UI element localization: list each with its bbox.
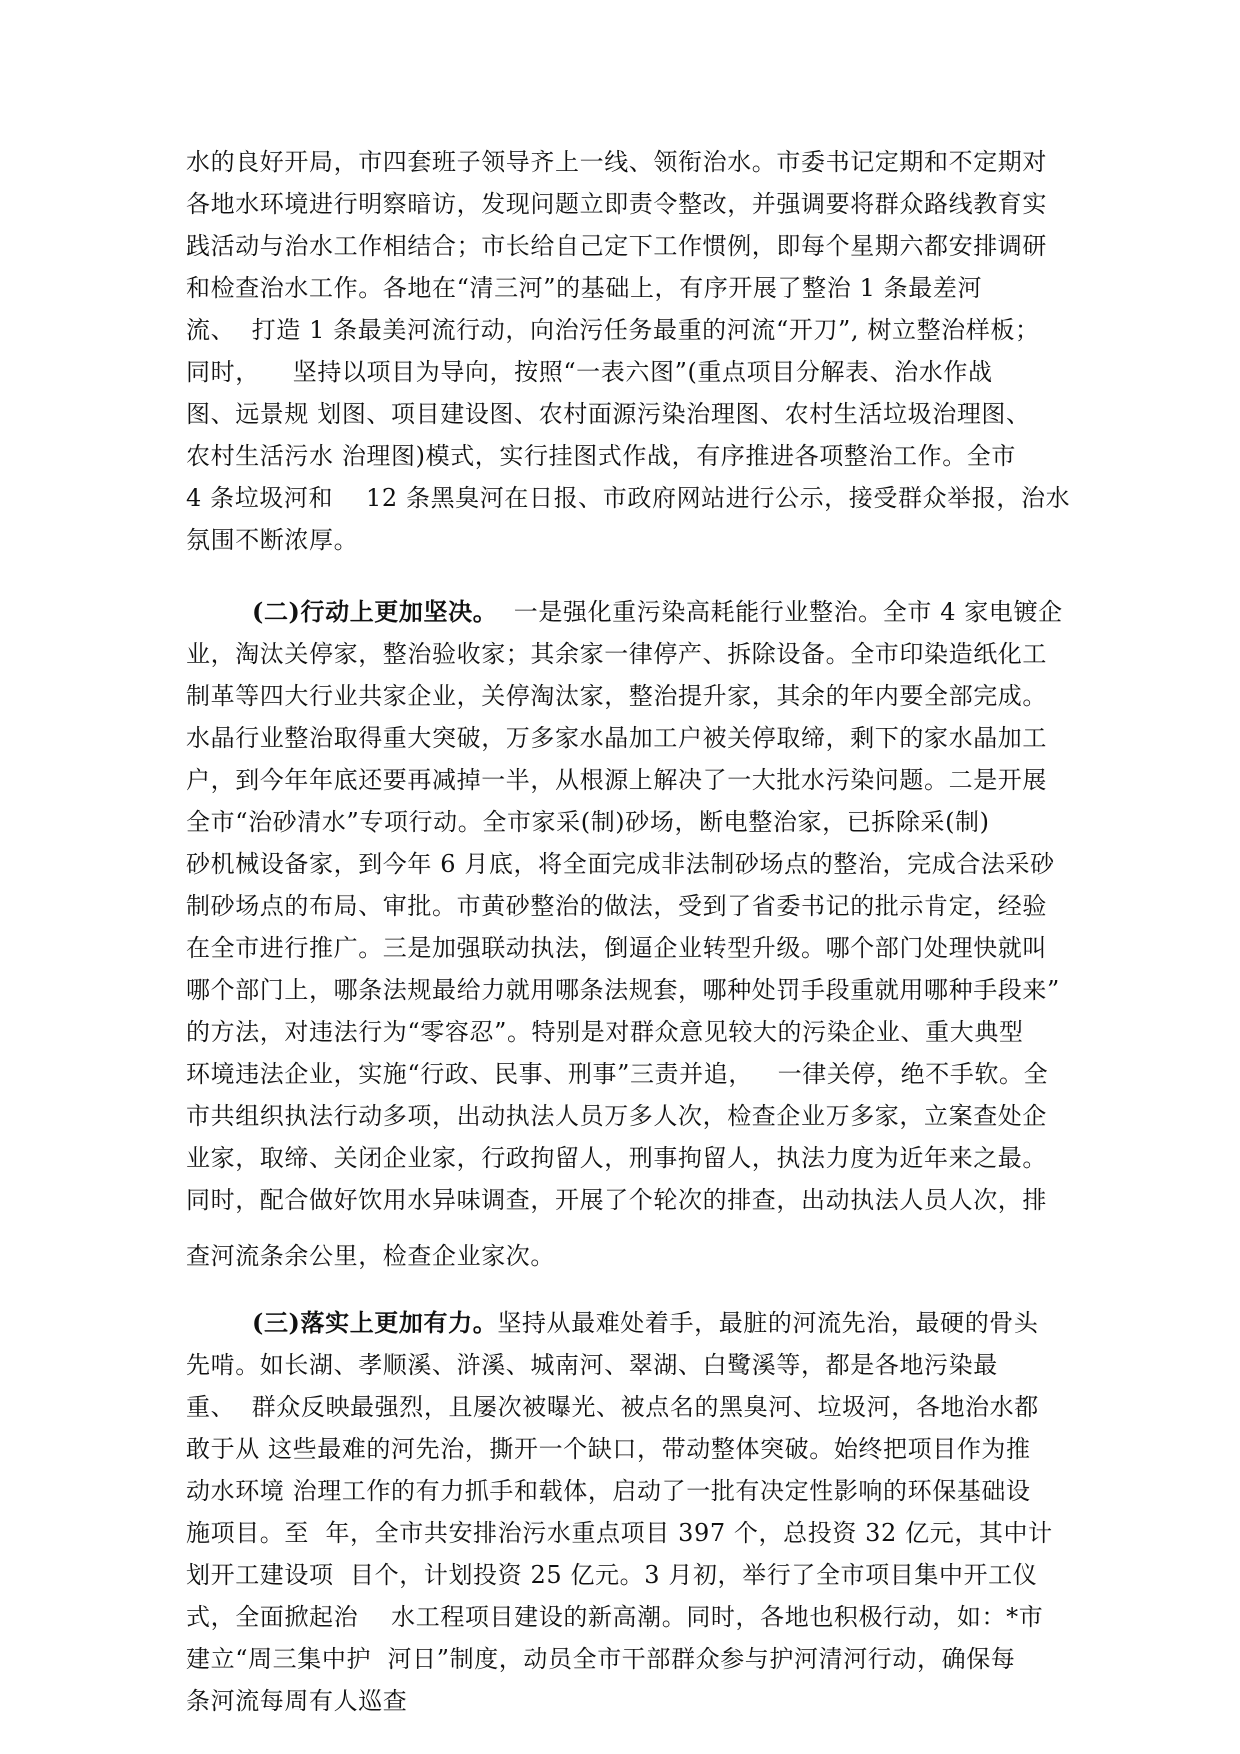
- paragraph-2-line-14: 业家，取缔、关闭企业家，行政拘留人，刑事拘留人，执法力度为近年来之最。: [186, 1144, 1047, 1172]
- paragraph-2-line-9: 在全市进行推广。三是加强联动执法，倒逼企业转型升级。哪个部门处理快就叫: [186, 934, 1047, 962]
- paragraph-2-line-13: 市共组织执法行动多项，出动执法人员万多人次，检查企业万多家，立案查处企: [186, 1102, 1047, 1130]
- paragraph-1-line-4: 和检查治水工作。各地在“清三河”的基础上，有序开展了整治 1 条最差河: [186, 274, 983, 302]
- paragraph-3-line-2: 先啃。如长湖、孝顺溪、浒溪、城南河、翠湖、白鹭溪等，都是各地污染最: [186, 1351, 998, 1379]
- paragraph-2-line-8: 制砂场点的布局、审批。市黄砂整治的做法，受到了省委书记的批示肯定，经验: [186, 892, 1047, 920]
- paragraph-2-line-7: 砂机械设备家，到今年 6 月底，将全面完成非法制砂场点的整治，完成合法采砂: [186, 850, 1055, 878]
- paragraph-3-line-8: 式，全面掀起治 水工程项目建设的新高潮。同时，各地也积极行动，如：*市: [186, 1603, 1044, 1631]
- section-heading-3: (三)落实上更加有力。: [252, 1308, 498, 1337]
- paragraph-2-first-line: [252, 597, 1063, 627]
- paragraph-2-line-15: 同时，配合做好饮用水异味调查，开展了个轮次的排查，出动执法人员人次，排: [186, 1186, 1047, 1214]
- paragraph-2-line-16: 查河流条余公里，检查企业家次。: [186, 1242, 555, 1270]
- paragraph-3-line-10: 条河流每周有人巡查: [186, 1687, 408, 1715]
- paragraph-3-line-3: 重、 群众反映最强烈，且屡次被曝光、被点名的黑臭河、垃圾河，各地治水都: [186, 1393, 1039, 1421]
- paragraph-2-first-text: 一是强化重污染高耗能行业整治。全市 4 家电镀企: [497, 598, 1063, 626]
- paragraph-1-line-7: 图、远景规 划图、项目建设图、农村面源污染治理图、农村生活垃圾治理图、: [186, 400, 1031, 428]
- paragraph-3-line-5: 动水环境 治理工作的有力抓手和载体，启动了一批有决定性影响的环保基础设: [186, 1477, 1031, 1505]
- paragraph-2-line-5: 户，到今年年底还要再减掉一半，从根源上解决了一大批水污染问题。二是开展: [186, 766, 1047, 794]
- paragraph-2-line-2: 业，淘汰关停家，整治验收家；其余家一律停产、拆除设备。全市印染造纸化工: [186, 640, 1047, 668]
- paragraph-2-line-11: 的方法，对违法行为“零容忍”。特别是对群众意见较大的污染企业、重大典型: [186, 1018, 1024, 1046]
- paragraph-2-line-3: 制革等四大行业共家企业，关停淘汰家，整治提升家，其余的年内要全部完成。: [186, 682, 1047, 710]
- paragraph-3-line-7: 划开工建设项 目个，计划投资 25 亿元。3 月初，举行了全市项目集中开工仪: [186, 1561, 1038, 1589]
- paragraph-1-line-3: 践活动与治水工作相结合；市长给自己定下工作惯例，即每个星期六都安排调研: [186, 232, 1047, 260]
- paragraph-1-line-8: 农村生活污水 治理图)模式，实行挂图式作战，有序推进各项整治工作。全市: [186, 442, 1016, 470]
- paragraph-1-line-1: 水的良好开局，市四套班子领导齐上一线、领衔治水。市委书记定期和不定期对: [186, 148, 1047, 176]
- paragraph-3-line-6: 施项目。至 年，全市共安排治污水重点项目 397 个，总投资 32 亿元，其中计: [186, 1519, 1053, 1547]
- paragraph-2-line-4: 水晶行业整治取得重大突破，万多家水晶加工户被关停取缔，剩下的家水晶加工: [186, 724, 1047, 752]
- paragraph-1-line-9: 4 条垃圾河和 12 条黑臭河在日报、市政府网站进行公示，接受群众举报，治水: [186, 484, 1071, 512]
- paragraph-3-first-line: [252, 1308, 1039, 1338]
- paragraph-2-line-12: 环境违法企业，实施“行政、民事、刑事”三责并追， 一律关停，绝不手软。全: [186, 1060, 1049, 1088]
- paragraph-1-line-5: 流、 打造 1 条最美河流行动，向治污任务最重的河流“开刀”, 树立整治样板；: [186, 316, 1040, 344]
- paragraph-1-line-6: 同时， 坚持以项目为导向，按照“一表六图”(重点项目分解表、治水作战: [186, 358, 993, 386]
- paragraph-2-line-10: 哪个部门上，哪条法规最给力就用哪条法规套，哪种处罚手段重就用哪种手段来”: [186, 976, 1060, 1004]
- paragraph-2-line-6: 全市“治砂清水”专项行动。全市家采(制)砂场，断电整治家，已拆除采(制): [186, 808, 990, 836]
- paragraph-3-first-text: 坚持从最难处着手，最脏的河流先治，最硬的骨头: [497, 1309, 1039, 1337]
- paragraph-3-line-9: 建立“周三集中护 河日”制度，动员全市干部群众参与护河清河行动，确保每: [186, 1645, 1016, 1673]
- paragraph-1-line-10: 氛围不断浓厚。: [186, 526, 359, 554]
- paragraph-1-line-2: 各地水环境进行明察暗访，发现问题立即责令整改，并强调要将群众路线教育实: [186, 190, 1047, 218]
- paragraph-3-line-4: 敢于从 这些最难的河先治，撕开一个缺口，带动整体突破。始终把项目作为推: [186, 1435, 1031, 1463]
- section-heading-2: (二)行动上更加坚决。: [252, 597, 498, 626]
